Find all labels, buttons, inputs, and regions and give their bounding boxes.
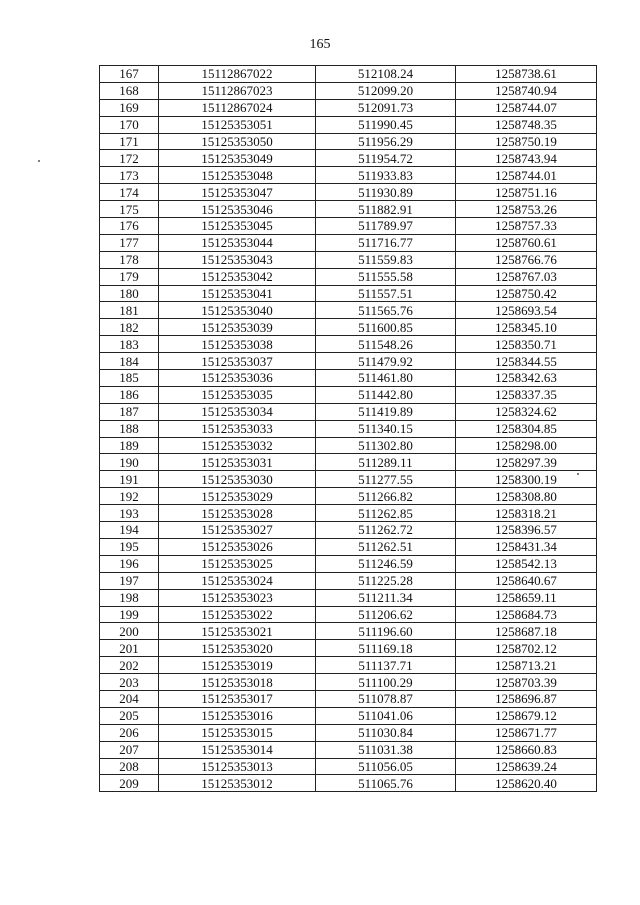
x-coordinate-cell: 511716.77 <box>316 234 456 251</box>
x-coordinate-cell: 511930.89 <box>316 184 456 201</box>
table-row <box>100 370 597 387</box>
table-row <box>100 268 597 285</box>
point-number-cell: 195 <box>100 538 159 555</box>
table-row <box>100 336 597 353</box>
point-id-cell: 15125353018 <box>159 674 316 691</box>
table-row <box>100 116 597 133</box>
table-row <box>100 82 597 99</box>
point-number-cell: 186 <box>100 386 159 403</box>
point-number-cell: 183 <box>100 336 159 353</box>
point-id-cell: 15125353039 <box>159 319 316 336</box>
x-coordinate-cell: 511137.71 <box>316 657 456 674</box>
point-id-cell: 15125353014 <box>159 741 316 758</box>
x-coordinate-cell: 511555.58 <box>316 268 456 285</box>
point-number-cell: 189 <box>100 437 159 454</box>
y-coordinate-cell: 1258766.76 <box>456 251 597 268</box>
point-number-cell: 196 <box>100 555 159 572</box>
x-coordinate-cell: 511990.45 <box>316 116 456 133</box>
point-id-cell: 15125353045 <box>159 218 316 235</box>
point-id-cell: 15125353048 <box>159 167 316 184</box>
y-coordinate-cell: 1258345.10 <box>456 319 597 336</box>
y-coordinate-cell: 1258344.55 <box>456 353 597 370</box>
x-coordinate-cell: 512091.73 <box>316 99 456 116</box>
y-coordinate-cell: 1258324.62 <box>456 403 597 420</box>
point-number-cell: 175 <box>100 201 159 218</box>
table-row <box>100 437 597 454</box>
table-row <box>100 302 597 319</box>
y-coordinate-cell: 1258687.18 <box>456 623 597 640</box>
point-number-cell: 202 <box>100 657 159 674</box>
table-row <box>100 454 597 471</box>
point-number-cell: 169 <box>100 99 159 116</box>
x-coordinate-cell: 511559.83 <box>316 251 456 268</box>
x-coordinate-cell: 511196.60 <box>316 623 456 640</box>
point-id-cell: 15125353035 <box>159 386 316 403</box>
table-row <box>100 99 597 116</box>
point-id-cell: 15125353037 <box>159 353 316 370</box>
point-id-cell: 15125353013 <box>159 758 316 775</box>
point-number-cell: 168 <box>100 82 159 99</box>
point-number-cell: 187 <box>100 403 159 420</box>
point-id-cell: 15125353036 <box>159 370 316 387</box>
table-row <box>100 623 597 640</box>
table-row <box>100 420 597 437</box>
x-coordinate-cell: 512099.20 <box>316 82 456 99</box>
y-coordinate-cell: 1258767.03 <box>456 268 597 285</box>
point-number-cell: 184 <box>100 353 159 370</box>
point-number-cell: 179 <box>100 268 159 285</box>
table-row <box>100 775 597 792</box>
point-id-cell: 15125353023 <box>159 589 316 606</box>
point-number-cell: 177 <box>100 234 159 251</box>
table-row <box>100 488 597 505</box>
x-coordinate-cell: 511479.92 <box>316 353 456 370</box>
y-coordinate-cell: 1258620.40 <box>456 775 597 792</box>
point-id-cell: 15125353046 <box>159 201 316 218</box>
x-coordinate-cell: 511262.72 <box>316 522 456 539</box>
table-row <box>100 285 597 302</box>
y-coordinate-cell: 1258750.19 <box>456 133 597 150</box>
y-coordinate-cell: 1258639.24 <box>456 758 597 775</box>
table-row <box>100 758 597 775</box>
y-coordinate-cell: 1258743.94 <box>456 150 597 167</box>
y-coordinate-cell: 1258298.00 <box>456 437 597 454</box>
y-coordinate-cell: 1258738.61 <box>456 66 597 83</box>
table-row <box>100 555 597 572</box>
y-coordinate-cell: 1258659.11 <box>456 589 597 606</box>
x-coordinate-cell: 511789.97 <box>316 218 456 235</box>
point-id-cell: 15125353015 <box>159 724 316 741</box>
y-coordinate-cell: 1258431.34 <box>456 538 597 555</box>
table-row <box>100 133 597 150</box>
point-number-cell: 188 <box>100 420 159 437</box>
point-number-cell: 201 <box>100 640 159 657</box>
y-coordinate-cell: 1258740.94 <box>456 82 597 99</box>
y-coordinate-cell: 1258744.01 <box>456 167 597 184</box>
point-number-cell: 185 <box>100 370 159 387</box>
point-id-cell: 15112867024 <box>159 99 316 116</box>
point-id-cell: 15125353017 <box>159 690 316 707</box>
point-number-cell: 192 <box>100 488 159 505</box>
coordinates-table <box>99 65 597 792</box>
table-row <box>100 657 597 674</box>
y-coordinate-cell: 1258744.07 <box>456 99 597 116</box>
y-coordinate-cell: 1258318.21 <box>456 505 597 522</box>
y-coordinate-cell: 1258304.85 <box>456 420 597 437</box>
point-number-cell: 198 <box>100 589 159 606</box>
table-row <box>100 674 597 691</box>
table-row <box>100 606 597 623</box>
table-row <box>100 167 597 184</box>
point-id-cell: 15125353024 <box>159 572 316 589</box>
x-coordinate-cell: 511169.18 <box>316 640 456 657</box>
point-id-cell: 15112867022 <box>159 66 316 83</box>
x-coordinate-cell: 511461.80 <box>316 370 456 387</box>
x-coordinate-cell: 511100.29 <box>316 674 456 691</box>
y-coordinate-cell: 1258750.42 <box>456 285 597 302</box>
point-number-cell: 174 <box>100 184 159 201</box>
coordinates-table-body <box>100 66 597 792</box>
y-coordinate-cell: 1258671.77 <box>456 724 597 741</box>
table-row <box>100 319 597 336</box>
point-id-cell: 15125353025 <box>159 555 316 572</box>
table-row <box>100 471 597 488</box>
x-coordinate-cell: 511956.29 <box>316 133 456 150</box>
y-coordinate-cell: 1258702.12 <box>456 640 597 657</box>
point-id-cell: 15125353044 <box>159 234 316 251</box>
x-coordinate-cell: 511954.72 <box>316 150 456 167</box>
x-coordinate-cell: 511262.51 <box>316 538 456 555</box>
x-coordinate-cell: 512108.24 <box>316 66 456 83</box>
point-number-cell: 176 <box>100 218 159 235</box>
y-coordinate-cell: 1258696.87 <box>456 690 597 707</box>
point-number-cell: 180 <box>100 285 159 302</box>
x-coordinate-cell: 511065.76 <box>316 775 456 792</box>
point-id-cell: 15125353012 <box>159 775 316 792</box>
point-id-cell: 15125353021 <box>159 623 316 640</box>
point-id-cell: 15125353034 <box>159 403 316 420</box>
table-row <box>100 741 597 758</box>
x-coordinate-cell: 511442.80 <box>316 386 456 403</box>
y-coordinate-cell: 1258751.16 <box>456 184 597 201</box>
table-row <box>100 201 597 218</box>
point-number-cell: 206 <box>100 724 159 741</box>
y-coordinate-cell: 1258640.67 <box>456 572 597 589</box>
x-coordinate-cell: 511041.06 <box>316 707 456 724</box>
table-row <box>100 724 597 741</box>
y-coordinate-cell: 1258300.19 <box>456 471 597 488</box>
point-number-cell: 173 <box>100 167 159 184</box>
point-id-cell: 15125353033 <box>159 420 316 437</box>
point-id-cell: 15125353022 <box>159 606 316 623</box>
point-number-cell: 209 <box>100 775 159 792</box>
point-number-cell: 200 <box>100 623 159 640</box>
y-coordinate-cell: 1258679.12 <box>456 707 597 724</box>
y-coordinate-cell: 1258337.35 <box>456 386 597 403</box>
point-id-cell: 15125353032 <box>159 437 316 454</box>
table-row <box>100 184 597 201</box>
table-row <box>100 218 597 235</box>
y-coordinate-cell: 1258684.73 <box>456 606 597 623</box>
x-coordinate-cell: 511262.85 <box>316 505 456 522</box>
point-id-cell: 15125353038 <box>159 336 316 353</box>
x-coordinate-cell: 511882.91 <box>316 201 456 218</box>
point-id-cell: 15125353051 <box>159 116 316 133</box>
point-number-cell: 194 <box>100 522 159 539</box>
point-number-cell: 208 <box>100 758 159 775</box>
table-row <box>100 707 597 724</box>
x-coordinate-cell: 511030.84 <box>316 724 456 741</box>
y-coordinate-cell: 1258660.83 <box>456 741 597 758</box>
x-coordinate-cell: 511031.38 <box>316 741 456 758</box>
point-id-cell: 15125353031 <box>159 454 316 471</box>
point-number-cell: 207 <box>100 741 159 758</box>
point-number-cell: 204 <box>100 690 159 707</box>
y-coordinate-cell: 1258753.26 <box>456 201 597 218</box>
page-number: 165 <box>309 37 331 52</box>
point-id-cell: 15125353028 <box>159 505 316 522</box>
x-coordinate-cell: 511206.62 <box>316 606 456 623</box>
point-id-cell: 15125353050 <box>159 133 316 150</box>
table-row <box>100 690 597 707</box>
table-row <box>100 386 597 403</box>
point-id-cell: 15125353049 <box>159 150 316 167</box>
point-id-cell: 15125353040 <box>159 302 316 319</box>
table-row <box>100 572 597 589</box>
y-coordinate-cell: 1258542.13 <box>456 555 597 572</box>
table-row <box>100 403 597 420</box>
table-row <box>100 522 597 539</box>
point-number-cell: 182 <box>100 319 159 336</box>
point-number-cell: 181 <box>100 302 159 319</box>
point-id-cell: 15125353019 <box>159 657 316 674</box>
point-id-cell: 15125353041 <box>159 285 316 302</box>
x-coordinate-cell: 511557.51 <box>316 285 456 302</box>
y-coordinate-cell: 1258693.54 <box>456 302 597 319</box>
x-coordinate-cell: 511225.28 <box>316 572 456 589</box>
point-number-cell: 172 <box>100 150 159 167</box>
y-coordinate-cell: 1258342.63 <box>456 370 597 387</box>
y-coordinate-cell: 1258760.61 <box>456 234 597 251</box>
x-coordinate-cell: 511302.80 <box>316 437 456 454</box>
point-number-cell: 193 <box>100 505 159 522</box>
point-number-cell: 167 <box>100 66 159 83</box>
point-id-cell: 15125353047 <box>159 184 316 201</box>
x-coordinate-cell: 511565.76 <box>316 302 456 319</box>
point-number-cell: 170 <box>100 116 159 133</box>
point-number-cell: 191 <box>100 471 159 488</box>
table-row <box>100 353 597 370</box>
table-row <box>100 251 597 268</box>
y-coordinate-cell: 1258297.39 <box>456 454 597 471</box>
point-id-cell: 15112867023 <box>159 82 316 99</box>
y-coordinate-cell: 1258396.57 <box>456 522 597 539</box>
point-id-cell: 15125353016 <box>159 707 316 724</box>
point-number-cell: 205 <box>100 707 159 724</box>
point-id-cell: 15125353026 <box>159 538 316 555</box>
point-number-cell: 171 <box>100 133 159 150</box>
y-coordinate-cell: 1258350.71 <box>456 336 597 353</box>
table-row <box>100 505 597 522</box>
table-row <box>100 538 597 555</box>
x-coordinate-cell: 511211.34 <box>316 589 456 606</box>
point-id-cell: 15125353043 <box>159 251 316 268</box>
table-row <box>100 234 597 251</box>
point-number-cell: 178 <box>100 251 159 268</box>
table-row <box>100 640 597 657</box>
x-coordinate-cell: 511266.82 <box>316 488 456 505</box>
x-coordinate-cell: 511600.85 <box>316 319 456 336</box>
point-number-cell: 190 <box>100 454 159 471</box>
point-id-cell: 15125353020 <box>159 640 316 657</box>
x-coordinate-cell: 511289.11 <box>316 454 456 471</box>
table-row <box>100 66 597 83</box>
point-id-cell: 15125353027 <box>159 522 316 539</box>
point-id-cell: 15125353042 <box>159 268 316 285</box>
y-coordinate-cell: 1258713.21 <box>456 657 597 674</box>
y-coordinate-cell: 1258703.39 <box>456 674 597 691</box>
point-number-cell: 197 <box>100 572 159 589</box>
y-coordinate-cell: 1258748.35 <box>456 116 597 133</box>
x-coordinate-cell: 511078.87 <box>316 690 456 707</box>
table-row <box>100 150 597 167</box>
x-coordinate-cell: 511419.89 <box>316 403 456 420</box>
point-id-cell: 15125353029 <box>159 488 316 505</box>
y-coordinate-cell: 1258757.33 <box>456 218 597 235</box>
point-number-cell: 199 <box>100 606 159 623</box>
x-coordinate-cell: 511246.59 <box>316 555 456 572</box>
point-number-cell: 203 <box>100 674 159 691</box>
x-coordinate-cell: 511056.05 <box>316 758 456 775</box>
scan-speck <box>38 160 40 162</box>
x-coordinate-cell: 511277.55 <box>316 471 456 488</box>
x-coordinate-cell: 511340.15 <box>316 420 456 437</box>
table-row <box>100 589 597 606</box>
y-coordinate-cell: 1258308.80 <box>456 488 597 505</box>
point-id-cell: 15125353030 <box>159 471 316 488</box>
x-coordinate-cell: 511933.83 <box>316 167 456 184</box>
x-coordinate-cell: 511548.26 <box>316 336 456 353</box>
